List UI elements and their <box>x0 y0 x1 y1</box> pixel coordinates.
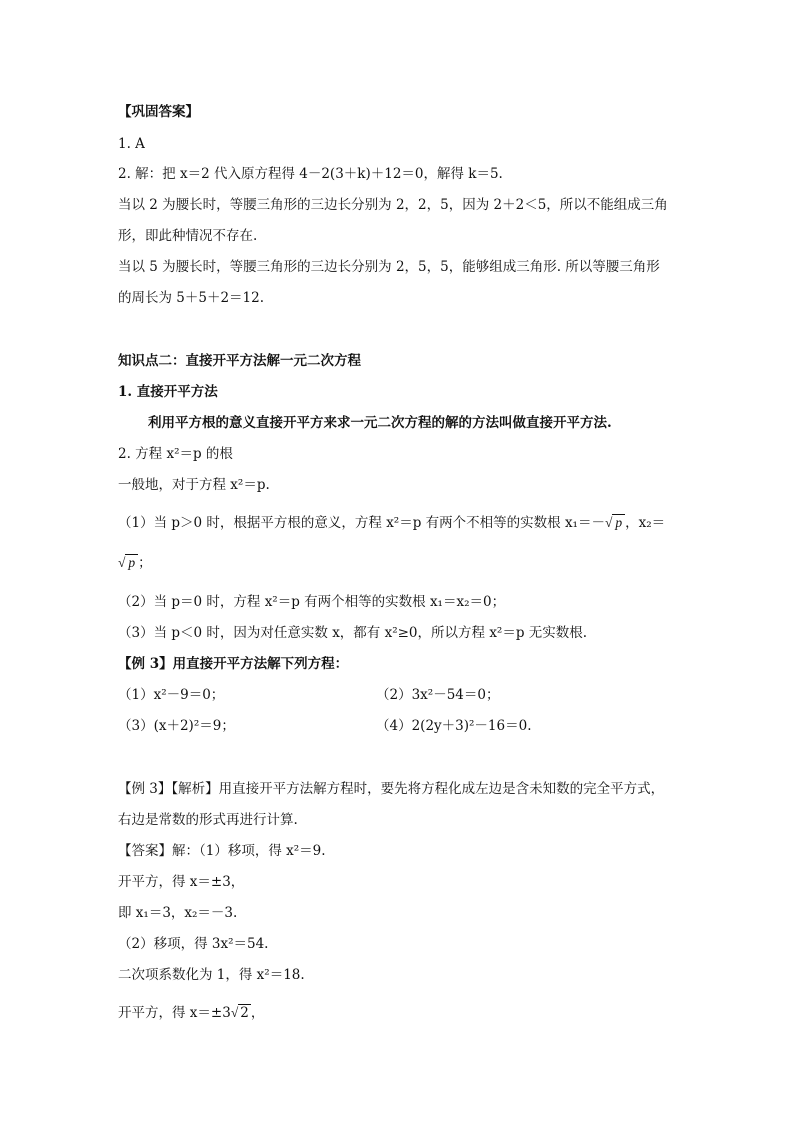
example-3-prompt <box>118 654 348 674</box>
analysis-line-2: 右边是常数的形式再进行计算. <box>118 812 298 828</box>
section-heading-knowledge: 知识点二：直接开平方法解一元二次方程 <box>118 353 361 369</box>
problem-2: （2）3x²－54＝0； <box>376 687 500 703</box>
case-2-line: （2）当 p＝0 时，方程 x²＝p 有两个相等的实数根 x₁＝x₂＝0； <box>118 594 506 610</box>
case-1-continued <box>118 553 152 573</box>
solution-line-6-end: ， <box>250 1005 265 1021</box>
radicand-2: 2 <box>240 1005 249 1021</box>
section-heading-answers: 【巩固答案】 <box>118 104 199 120</box>
solution-line-3: 即 x₁＝3，x₂＝－3. <box>118 905 238 921</box>
solution-line-1: 【答案】解：（1）移项，得 x²＝9. <box>118 843 326 859</box>
case-1-end: ； <box>138 555 152 571</box>
analysis-line-1: 【例 3】【解析】用直接开平方法解方程时，要先将方程化成左边是含未知数的完全平方式， <box>118 781 665 797</box>
case-1-text: （1）当 p＞0 时，根据平方根的意义，方程 x²＝p 有两个不相等的实数根 x₁＝－ <box>118 515 605 531</box>
answer-line-5: 当以 5 为腰长时，等腰三角形的三边长分别为 2，5，5，能够组成三角形. 所以等腰三角形 <box>118 259 660 275</box>
solution-line-2: 开平方，得 x＝±3， <box>118 874 245 890</box>
radicand-p: p <box>125 554 138 570</box>
general-statement: 一般地，对于方程 x²＝p. <box>118 477 270 493</box>
solution-line-6 <box>118 1003 264 1023</box>
solution-line-4: （2）移项，得 3x²＝54. <box>118 936 269 952</box>
problem-3: （3）(x＋2)²＝9； <box>118 718 235 734</box>
radicand-p: p <box>612 514 625 530</box>
sqrt-symbol: √ <box>118 555 126 570</box>
method-definition: 利用平方根的意义直接开平方来求一元二次方程的解的方法叫做直接开平方法. <box>148 415 612 431</box>
problem-4: （4）2(2y＋3)²－16＝0. <box>376 718 532 734</box>
problem-1: （1）x²－9＝0； <box>118 687 225 703</box>
solution-line-6-text: 开平方，得 x＝±3 <box>118 1005 231 1021</box>
answer-line-3: 当以 2 为腰长时，等腰三角形的三边长分别为 2，2，5，因为 2＋2＜5，所以不能组成三角 <box>118 197 668 213</box>
sqrt-symbol: √ <box>604 515 613 530</box>
answer-line-1: 1. A <box>118 136 145 152</box>
example-3-prompt-text: 【例 3】用直接开平方法解下列方程： <box>118 656 349 672</box>
subheading-roots: 2. 方程 x²＝p 的根 <box>118 446 233 462</box>
case-1-line <box>118 513 665 533</box>
subheading-method: 1. 直接开平方法 <box>118 384 218 400</box>
case-1-x2: ，x₂＝ <box>625 515 666 531</box>
answer-line-6: 的周长为 5＋5＋2＝12. <box>118 290 265 306</box>
answer-line-2: 2. 解：把 x＝2 代入原方程得 4－2(3＋k)＋12＝0，解得 k＝5. <box>118 166 503 182</box>
case-3-line: （3）当 p＜0 时，因为对任意实数 x，都有 x²≥0，所以方程 x²＝p 无实数根. <box>118 625 588 641</box>
answer-line-4: 形，即此种情况不存在. <box>118 228 258 244</box>
solution-line-5: 二次项系数化为 1，得 x²＝18. <box>118 967 305 983</box>
sqrt-symbol: √ <box>230 1005 239 1020</box>
